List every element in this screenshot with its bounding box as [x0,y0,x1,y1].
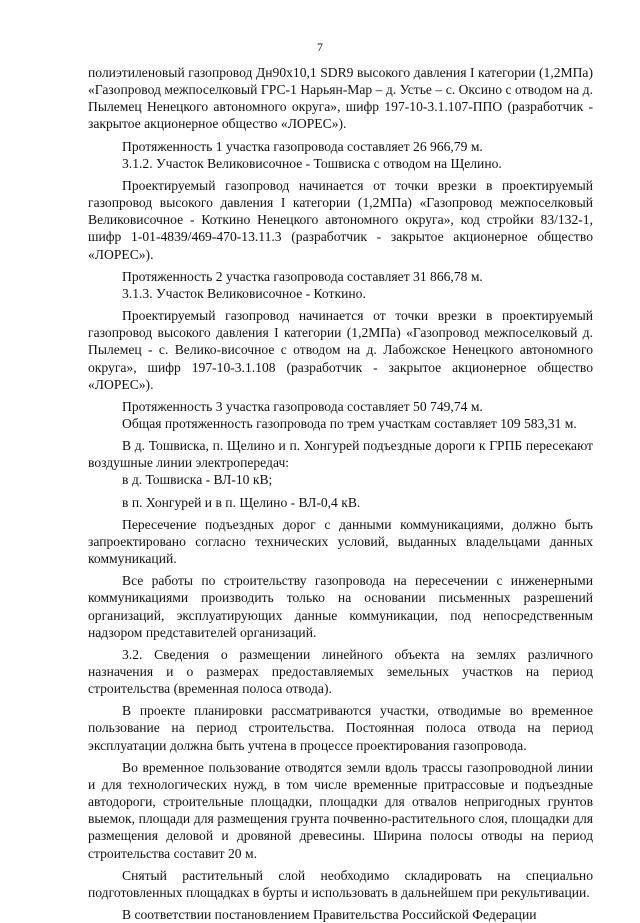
paragraph-total-length: Общая протяженность газопровода по трем участкам составляет 109 583,31 м. [122,415,577,431]
paragraph-crossing-works: Все работы по строительству газопровода на пересечении с инженерными коммуникациями производить только на основании письменных разрешений организаций, эксплуатирующих данные коммуникации, под непосредственным надзором представителей организаций. [88,573,593,640]
paragraph-government-decree: В соответствии постановлением Правительства Российской Федерации [122,907,537,923]
document-body [88,64,593,923]
paragraph-section-3-length: Протяженность 3 участка газопровода составляет 50 749,74 м. [122,398,483,414]
paragraph-crossing-design: Пересечение подъездных дорог с данными коммуникациями, должно быть запроектировано согласно технических условий, выданных владельцами данных коммуникаций. [88,516,593,567]
paragraph-section-2-start: Проектируемый газопровод начинается от точки врезки в проектируемый газопровод высокого давления I категории (1,2МПа) «Газопровод межпоселковый Великовисочное - Коткино Ненецкого автономного округа», код стройки 83/132-1, шифр 1-01-4839/469-470-13.11.3 (разработчик - закрытое акционерное общество «ЛОРЕС»). [88,177,593,262]
subsection-heading-3-1-2: 3.1.2. Участок Великовисочное - Тошвиска с отводом на Щелино. [122,155,502,171]
paragraph-section-1-length: Протяженность 1 участка газопровода составляет 26 966,79 м. [122,138,483,154]
paragraph-pipeline-description: полиэтиленовый газопровод Дн90х10,1 SDR9 высокого давления I категории (1,2МПа) «Газопровод межпоселковый ГРС-1 Нарьян-Мар – д. Устье – с. Оксино с отводом на д. Пылемец Ненецкого автономного округа», шифр 197-10-3.1.107-ППО (разработчик - закрытое акционерное общество «ЛОРЕС»). [88,65,593,132]
subsection-heading-3-1-3: 3.1.3. Участок Великовисочное - Коткино. [122,285,366,301]
paragraph-temporary-use-plan: В проекте планировки рассматриваются участки, отводимые во временное пользование на период строительства. Постоянная полоса отвода на период эксплуатации должна быть учтена в процессе проектирования газопровода. [88,703,593,753]
list-item-toshviska-line: в д. Тошвиска - ВЛ-10 кВ; [122,472,273,488]
paragraph-section-3-start: Проектируемый газопровод начинается от точки врезки в проектируемый газопровод высокого давления I категории (1,2МПа) «Газопровод межпоселковый д. Пылемец - с. Велико-височное с отводом на д. Лабожское Ненецкого автономного округа», шифр 197-10-3.1.108 (разработчик - закрытое акционерное общество «ЛОРЕС»). [88,308,593,392]
page-number: 7 [317,40,323,54]
section-heading-3-2: 3.2. Сведения о размещении линейного объекта на землях различного назначения и о размерах предоставляемых земельных участков на период строительства (временная полоса отвода). [88,646,593,697]
paragraph-topsoil-storage: Снятый растительный слой необходимо складировать на специально подготовленных площадках в бурты и использовать в дальнейшем при рекультивации. [88,867,593,900]
paragraph-section-2-length: Протяженность 2 участка газопровода составляет 31 866,78 м. [122,268,483,284]
list-item-khongurey-shchelino-line: в п. Хонгурей и в п. Щелино - ВЛ-0,4 кВ. [122,494,361,510]
paragraph-power-lines-intro: В д. Тошвиска, п. Щелино и п. Хонгурей подъездные дороги к ГРПБ пересекают воздушные линии электропередач: [88,438,593,471]
paragraph-temporary-allocation: Во временное пользование отводятся земли вдоль трассы газопроводной линии и для технологических нужд, в том числе временные притрассовые и подъездные автодороги, строительные площадки, площадки для отвалов непригодных грунтов выемок, площади для размещения грунта почвенно-растительного слоя, площадки для размещения деловой и дровяной древесины. Ширина полосы отводы на период строительства составит 20 м. [88,759,593,861]
